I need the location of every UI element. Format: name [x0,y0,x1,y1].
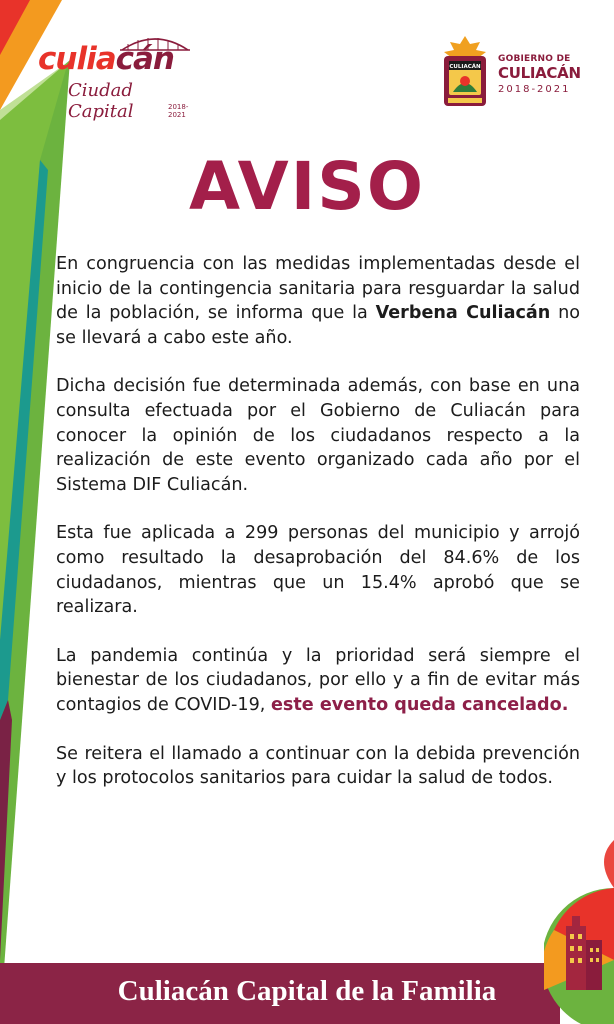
notice-body [56,252,580,815]
gobierno-culiacan-logo [440,36,590,116]
logo-wordmark-part1: culia [38,41,116,77]
footer-slogan: Culiacán Capital de la Familia [117,975,497,1007]
culiacan-capital-logo [28,30,198,122]
p4-text-a: La pandemia continúa y la prioridad será siempre el bienestar de los ciudadanos, por ello y a fin de evitar más contagios de COVID-19, [56,645,580,715]
logo-wordmark [38,41,174,77]
p1-event-name: Verbena Culiacán [375,303,551,324]
p4-cancelled-notice: este evento queda cancelado. [270,694,569,715]
notice-title: AVISO [189,148,425,225]
coat-of-arms-icon [440,36,490,112]
gov-line2: CULIACÁN [498,64,581,82]
gov-years: 2018-2021 [498,84,571,95]
gov-line1: GOBIERNO DE [498,54,571,64]
p1-text-a: En congruencia con las medidas implementadas desde el inicio de la contingencia sanitaria para resguardar la salud de la población, se informa que la [56,254,580,324]
logo-years: 2018-2021 [168,103,189,119]
paragraph-1 [56,252,580,350]
seal-text: CULIACÁN [449,64,481,70]
logo-subtitle: Ciudad Capital [68,80,134,122]
paragraph-2: Dicha decisión fue determinada además, con base en una consulta efectuada por el Gobierno de Culiacán para conocer la opinión de los ciudadanos respecto a la realización de este evento organizado cada año por el Sistema DIF Culiacán. [56,376,580,495]
paragraph-4 [56,644,580,718]
paragraph-5: Se reitera el llamado a continuar con la debida prevención y los protocolos sanitarios para cuidar la salud de todos. [56,743,580,789]
logo-wordmark-part2: cán [115,41,174,77]
paragraph-3: Esta fue aplicada a 299 personas del municipio y arrojó como resultado la desaprobación del 84.6% de los ciudadanos, mientras que un 15.4% aprobó que se realizara. [56,523,580,618]
p1-text-b: no se llevará a cabo este año. [56,303,580,348]
